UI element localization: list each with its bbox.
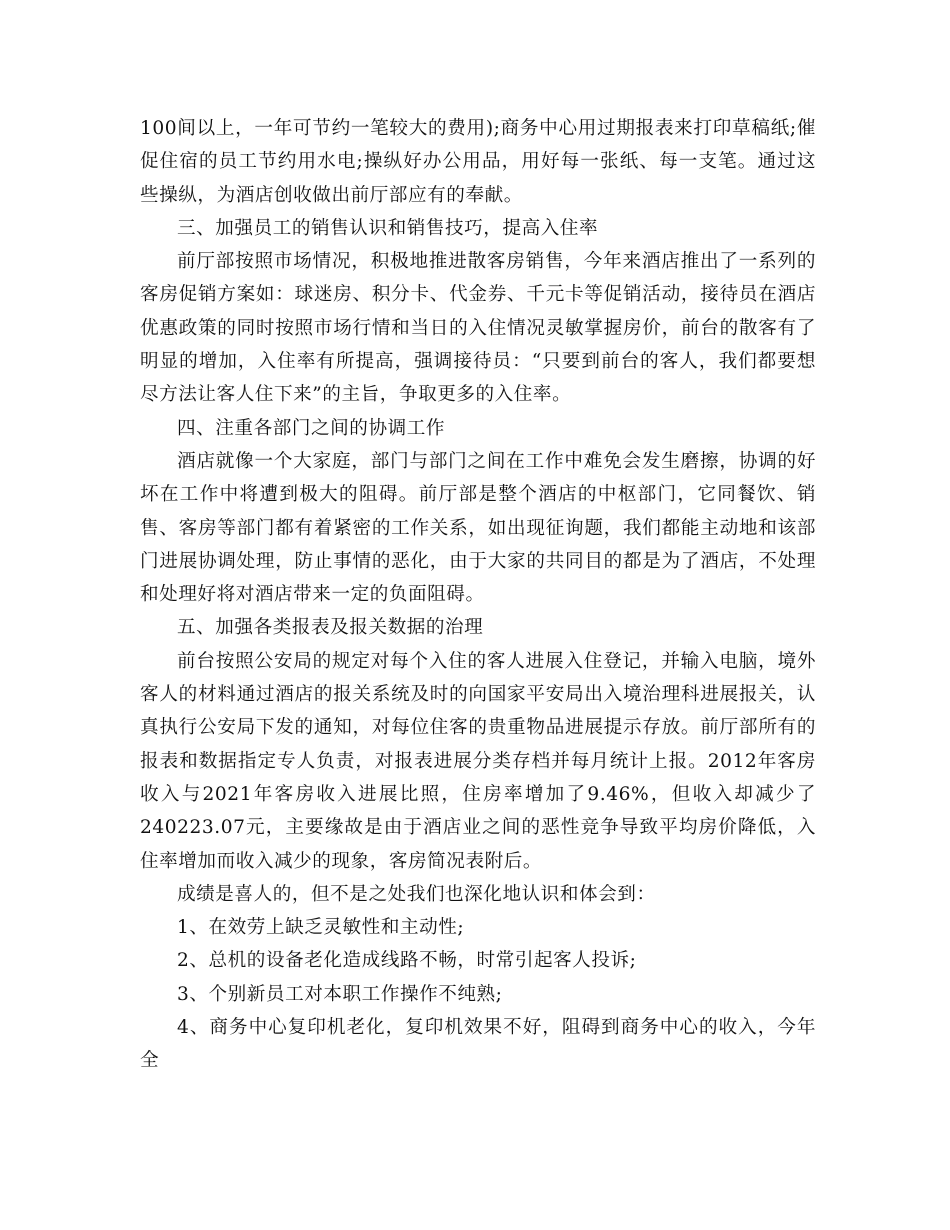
document-body	[140, 112, 816, 1078]
list-item-2: 2、总机的设备老化造成线路不畅，时常引起客人投诉;	[177, 950, 637, 972]
paragraph-sales: 前厅部按照市场情况，积极地推进散客房销售，今年来酒店推出了一系列的客房促销方案如：球迷房、积分卡、代金券、千元卡等促销活动，接待员在酒店优惠政策的同时按照市场行情和当日的入住情况灵敏掌握房价，前台的散客有了明显的增加，入住率有所提高，强调接待员：“只要到前台的客人，我们都要想尽方法让客人住下来”的主旨，争取更多的入住率。	[140, 251, 816, 406]
section-heading-5: 五、加强各类报表及报关数据的治理	[177, 617, 484, 639]
paragraph-coordination: 酒店就像一个大家庭，部门与部门之间在工作中难免会发生磨擦，协调的好坏在工作中将遭到极大的阻碍。前厅部是整个酒店的中枢部门，它同餐饮、销售、客房等部门都有着紧密的工作关系，如出现征询题，我们都能主动地和该部门进展协调处理，防止事情的恶化，由于大家的共同目的都是为了酒店，不处理和处理好将对酒店带来一定的负面阻碍。	[140, 450, 816, 606]
list-item-3: 3、个别新员工对本职工作操作不纯熟;	[177, 983, 503, 1005]
paragraph-continued: 100间以上，一年可节约一笔较大的费用);商务中心用过期报表来打印草稿纸;催促住宿的员工节约用水电;操纵好办公用品，用好每一张纸、每一支笔。通过这些操纵，为酒店创收做出前厅部应有的奉献。	[140, 118, 816, 206]
section-heading-4: 四、注重各部门之间的协调工作	[177, 417, 446, 439]
paragraph-reports: 前台按照公安局的规定对每个入住的客人进展入住登记，并输入电脑，境外客人的材料通过酒店的报关系统及时的向国家平安局出入境治理科进展报关，认真执行公安局下发的通知，对每位住客的贵重物品进展提示存放。前厅部所有的报表和数据指定专人负责，对报表进展分类存档并每月统计上报。2012年客房收入与2021年客房收入进展比照，住房率增加了9.46%，但收入却减少了240223.07元，主要缘故是由于酒店业之间的恶性竞争导致平均房价降低，入住率增加而收入减少的现象，客房简况表附后。	[140, 650, 816, 872]
paragraph-achievements: 成绩是喜人的，但不是之处我们也深化地认识和体会到：	[177, 883, 656, 905]
section-heading-3: 三、加强员工的销售认识和销售技巧，提高入住率	[177, 217, 599, 239]
list-item-4: 4、商务中心复印机老化，复印机效果不好，阻碍到商务中心的收入，今年全	[140, 1017, 816, 1072]
list-item-1: 1、在效劳上缺乏灵敏性和主动性;	[177, 917, 465, 939]
